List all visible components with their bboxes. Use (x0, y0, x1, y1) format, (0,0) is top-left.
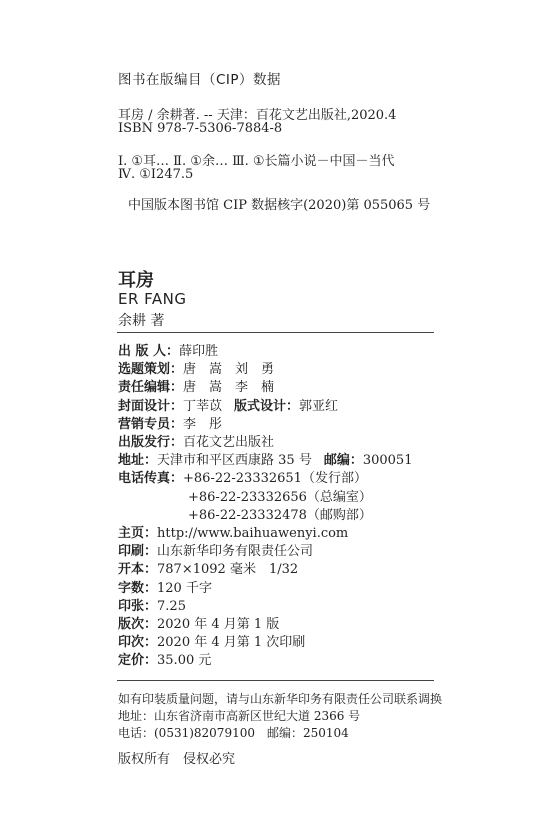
divider-top (117, 332, 434, 333)
detail-row (118, 649, 211, 668)
detail-row (118, 522, 348, 541)
detail-row (118, 449, 412, 468)
detail-row (118, 358, 274, 377)
detail-label: 字数： (118, 580, 158, 596)
copyright-notice: 版权所有 侵权必究 (118, 752, 236, 767)
detail-value: 2020 年 4 月第 1 次印刷 (157, 635, 306, 651)
cip-classification-number: Ⅳ. ①I247.5 (118, 167, 194, 182)
detail-row (118, 395, 338, 414)
detail-label: 出版发行： (118, 435, 184, 450)
detail-row (118, 467, 367, 486)
footer-address: 地址：山东省济南市高新区世纪大道 2366 号 (118, 709, 361, 723)
detail-row (118, 504, 372, 523)
detail-row (118, 376, 274, 395)
cip-bibliographic-line: 耳房 / 余耕著. -- 天津：百花文艺出版社,2020.4 (118, 108, 397, 123)
cip-classification-line: Ⅰ. ①耳… Ⅱ. ①余… Ⅲ. ①长篇小说－中国－当代 (118, 154, 395, 169)
detail-row (118, 540, 313, 559)
footer-phone: 电话：(0531)82079100 邮编：250104 (118, 726, 349, 740)
detail-value: 35.00 元 (157, 653, 212, 669)
detail-row (118, 340, 218, 359)
detail-label: 印次： (118, 635, 158, 651)
detail-label: 出 版 人： (118, 344, 180, 359)
detail-row (118, 631, 305, 650)
book-author: 余耕 著 (118, 313, 165, 329)
detail-value: 百花文艺出版社 (183, 435, 275, 450)
book-title-pinyin: ER FANG (118, 290, 187, 308)
cip-isbn: ISBN 978-7-5306-7884-8 (118, 121, 283, 136)
detail-value: +86-22-23332478（邮购部） (188, 507, 372, 523)
detail-value: 李 彤 (183, 416, 223, 432)
cip-record-number: 中国版本图书馆 CIP 数据核字(2020)第 055065 号 (128, 198, 431, 213)
detail-row (118, 431, 274, 450)
detail-label: 封面设计： (118, 398, 184, 414)
detail-value: 山东新华印务有限责任公司 (157, 544, 314, 560)
detail-label: 营销专员： (118, 416, 184, 432)
detail-label: 主页： (118, 526, 158, 541)
detail-value: 7.25 (157, 598, 186, 614)
detail-row (118, 577, 212, 596)
detail-label: 印刷： (118, 544, 158, 560)
detail-value: 丁莘苡 (183, 398, 223, 414)
detail-value: 2020 年 4 月第 1 版 (157, 617, 280, 632)
detail-row (118, 413, 222, 432)
footer-quality-notice: 如有印装质量问题，请与山东新华印务有限责任公司联系调换 (118, 692, 443, 706)
detail-row (118, 486, 372, 505)
detail-label-secondary: 邮编： (323, 453, 363, 469)
detail-value: +86-22-23332651（发行部） (183, 471, 367, 487)
detail-row (118, 613, 279, 632)
divider-bottom (117, 680, 434, 681)
detail-value: 唐 嵩 刘 勇 (183, 362, 275, 378)
detail-label-secondary: 版式设计： (234, 398, 300, 414)
detail-value: 薛印胜 (179, 344, 219, 359)
detail-label: 电话传真： (118, 471, 184, 487)
detail-label: 印张： (118, 598, 158, 614)
cip-heading: 图书在版编目（CIP）数据 (118, 72, 282, 88)
detail-value: http://www.baihuawenyi.com (157, 526, 349, 541)
detail-value: 唐 嵩 李 楠 (183, 380, 275, 396)
detail-row (118, 558, 298, 577)
detail-value: 120 千字 (157, 580, 212, 596)
book-title: 耳房 (118, 270, 154, 291)
detail-label: 地址： (118, 453, 158, 469)
detail-value: 天津市和平区西康路 35 号 (157, 453, 312, 469)
detail-value-secondary: 300051 (362, 453, 413, 469)
detail-row (118, 595, 186, 614)
detail-value: 787×1092 毫米 1/32 (157, 562, 299, 578)
detail-value: +86-22-23332656（总编室） (188, 489, 372, 505)
detail-label: 责任编辑： (118, 380, 184, 396)
detail-label: 版次： (118, 617, 158, 632)
detail-label: 定价： (118, 653, 158, 669)
detail-label: 选题策划： (118, 362, 184, 378)
detail-value-secondary: 郭亚红 (299, 398, 339, 414)
detail-label: 开本： (118, 562, 158, 578)
